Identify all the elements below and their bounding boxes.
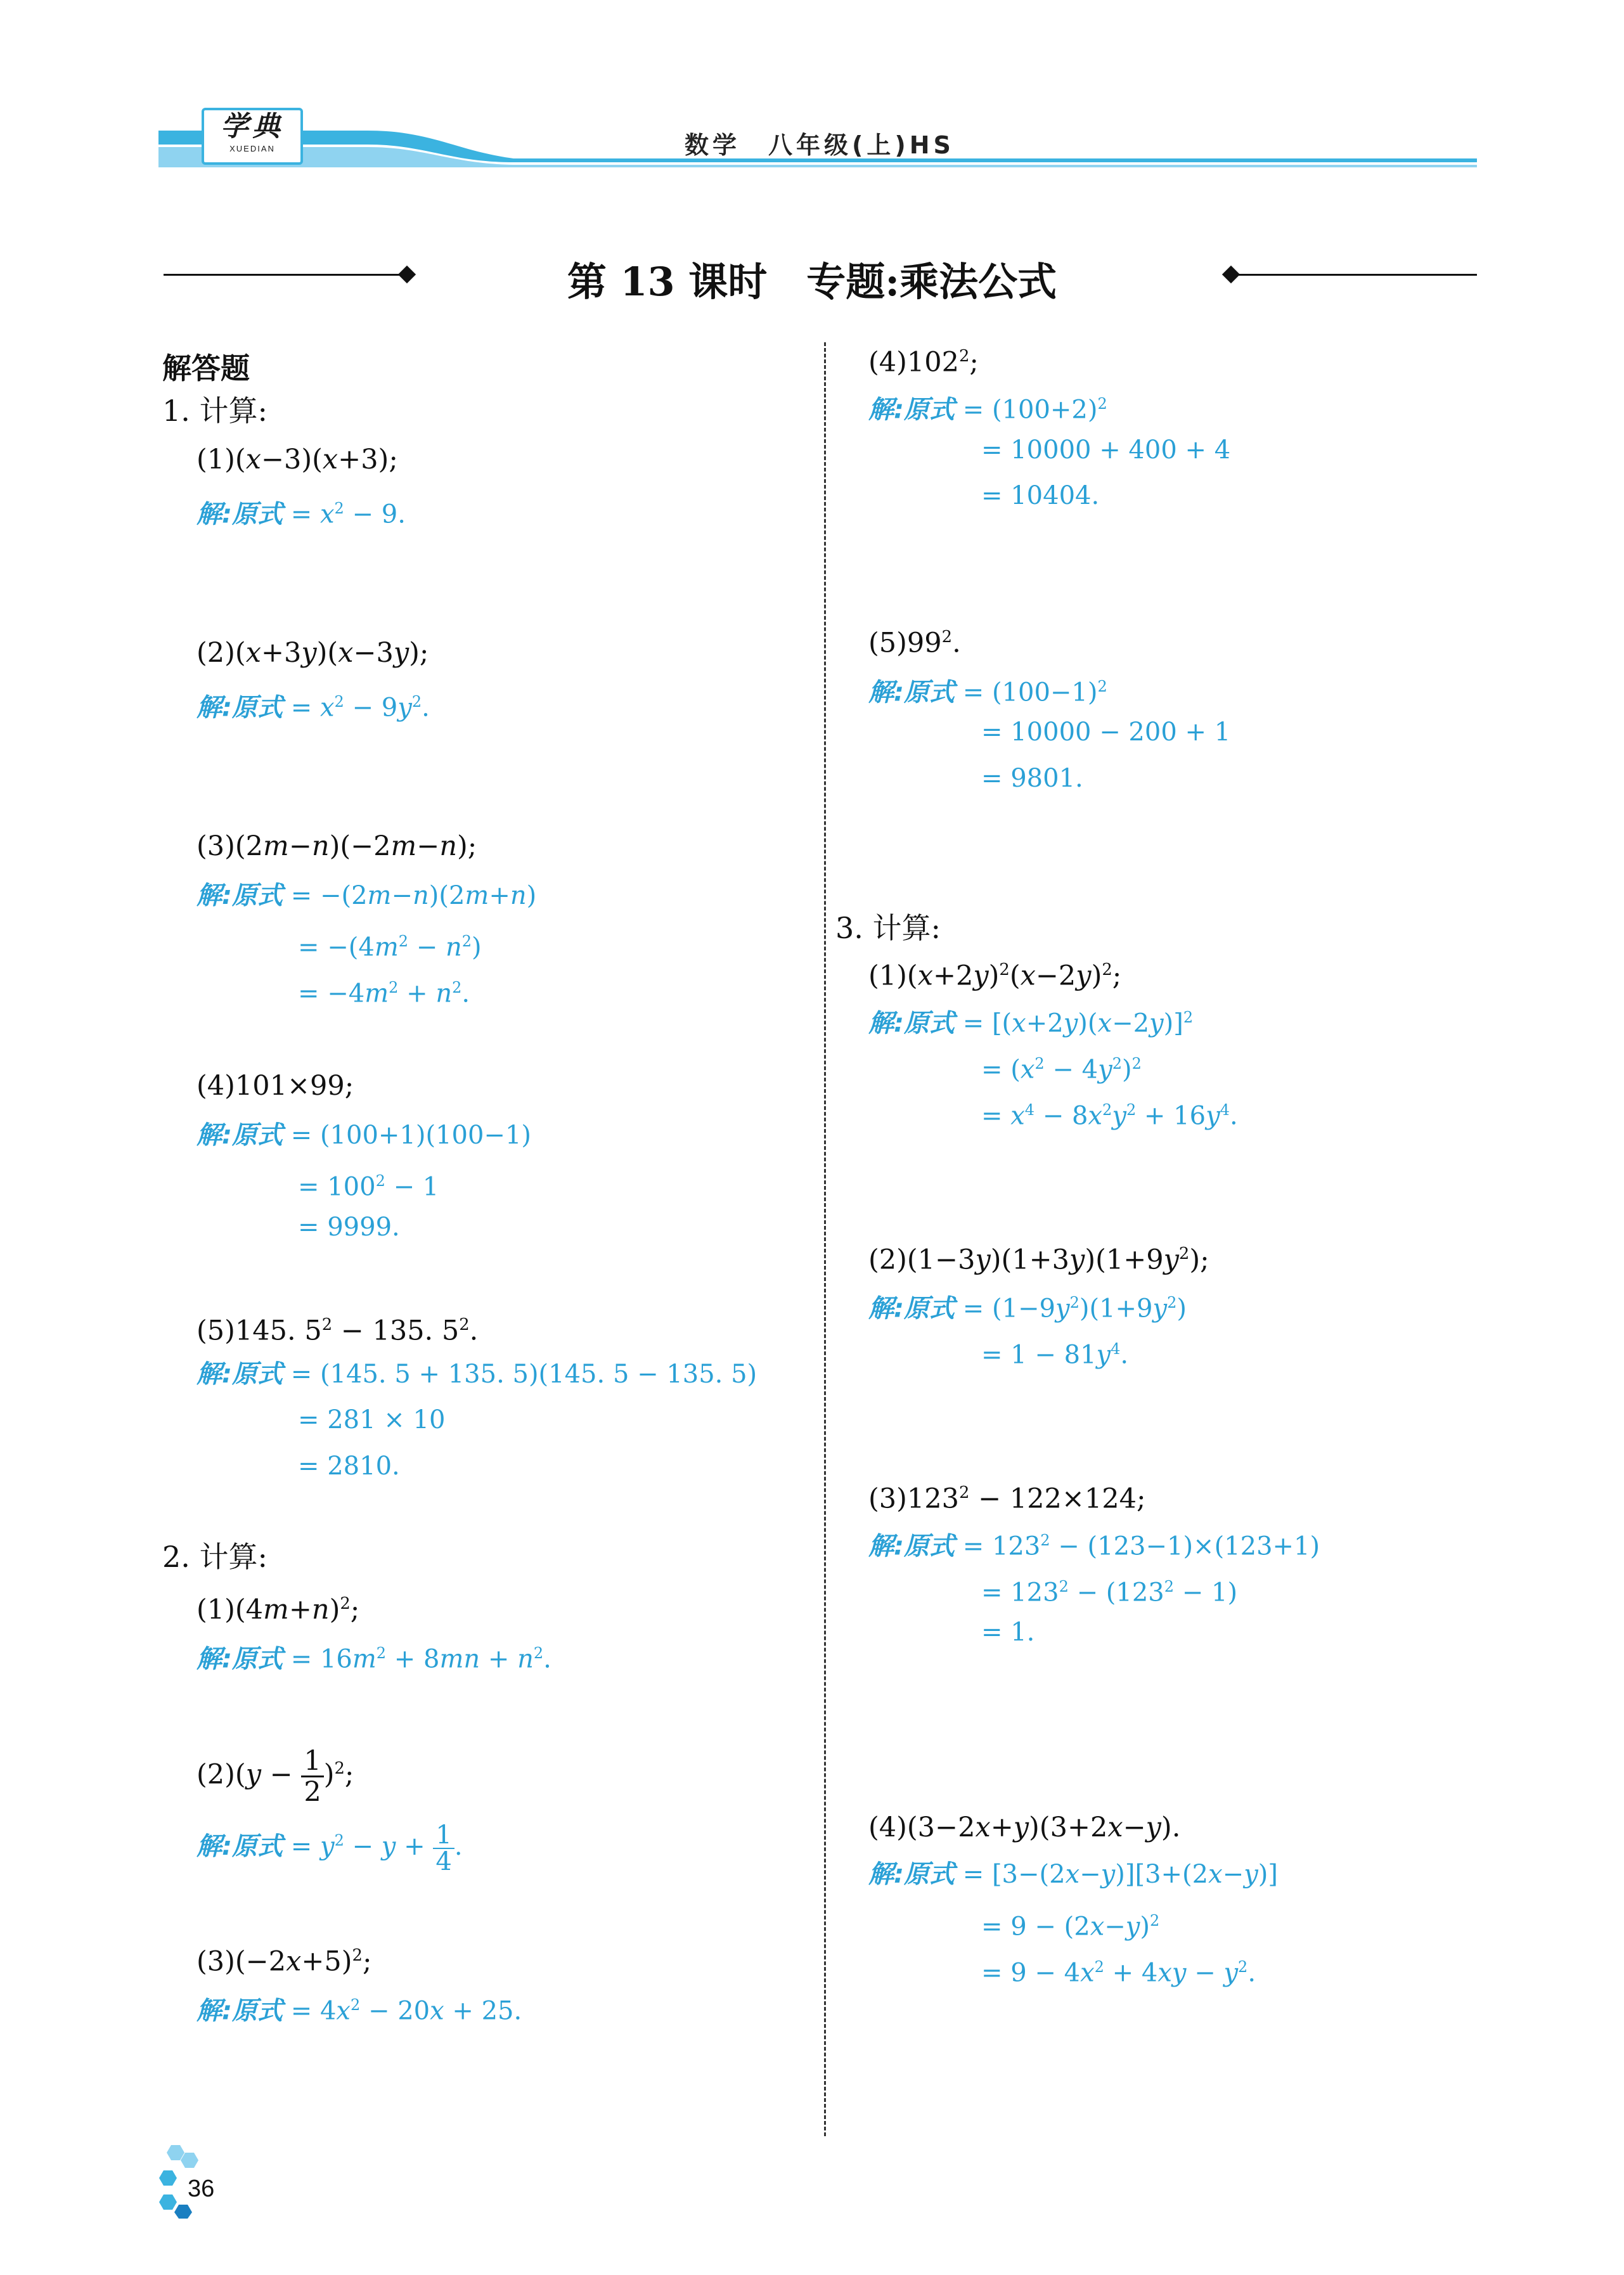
q1-4-step3: = 9999. [298, 1213, 400, 1242]
q3-3-step3: = 1. [981, 1618, 1035, 1647]
q1-1: (1)(x−3)(x+3); [197, 444, 398, 475]
page-title: 第 13 课时 专题:乘法公式 [567, 259, 1057, 305]
section-heading: 解答题 [162, 351, 250, 385]
q2-2: (2)(y − $\frac{1}{2}$ )$^2$; [197, 1745, 354, 1808]
q3-4-step3: = $9 - 4x^2 + 4xy - y^2$. [981, 1958, 1256, 1988]
q2-1-answer: 解:原式 = $16m^2 + 8mn + n^2$. [197, 1644, 551, 1674]
logo [202, 108, 303, 165]
question-1-heading: 1. 计算: [162, 394, 268, 428]
q3-2: $(2)(1-3y)(1+3y)(1+9y^2)$; [868, 1244, 1209, 1276]
question-3-heading: 3. 计算: [835, 911, 941, 945]
q2-4: $(4)102^2$; [868, 346, 979, 378]
q3-1-step3: = $x^4 - 8x^2y^2 + 16y^4$. [981, 1101, 1238, 1131]
logo-english: XUEDIAN [229, 144, 275, 153]
title-rule-right [1230, 274, 1477, 276]
q2-1: $(1)(4m+n)^2$; [197, 1594, 360, 1626]
q1-3-step3: = $-4m^2 + n^2$. [298, 979, 470, 1009]
q1-4-answer: 解:原式 = (100+1)(100−1) [197, 1121, 531, 1150]
q2-4-answer: 解:原式 = $(100+2)^2$ [868, 395, 1107, 425]
q1-1-answer: 解:原式 = $x^2 - 9$. [197, 499, 406, 529]
q1-3-step2: = $-(4m^2 - n^2)$ [298, 932, 482, 962]
q3-4: (4)(3−2x+y)(3+2x−y). [868, 1812, 1181, 1843]
q2-4-step2: = 10000 + 400 + 4 [981, 435, 1231, 465]
q2-2-answer: 解:原式 = $y^2 - y$ + $\frac{1}{4}$ . [197, 1821, 463, 1876]
q3-2-answer: 解:原式 = $(1-9y^2)(1+9y^2)$ [868, 1294, 1187, 1324]
q2-5: $(5)99^2$. [868, 627, 961, 659]
q3-3: $(3)123^2 - 122\times 124$; [868, 1483, 1146, 1515]
q2-3: $(3)(-2x+5)^2$; [197, 1945, 372, 1978]
q1-2-answer: 解:原式 = $x^2 - 9y^2$. [197, 693, 430, 723]
q3-4-answer: 解:原式 = [3−(2x−y)][3+(2x−y)] [868, 1860, 1279, 1889]
q2-3-answer: 解:原式 = $4x^2 - 20x + 25$. [197, 1996, 522, 2026]
page-number: 36 [188, 2175, 215, 2202]
q2-5-step2: = 10000 − 200 + 1 [981, 718, 1231, 747]
q2-4-step3: = 10404. [981, 481, 1100, 510]
q3-1-step2: = $(x^2 - 4y^2)^2$ [981, 1055, 1142, 1085]
q1-5-step2: = 281 × 10 [298, 1405, 446, 1434]
q1-3: (3)(2m−n)(−2m−n); [197, 830, 477, 862]
q1-4: (4)101×99; [197, 1070, 354, 1102]
q3-1-answer: 解:原式 = $[(x+2y)(x-2y)]^2$ [868, 1009, 1194, 1038]
q3-2-step2: = $1 - 81y^4$. [981, 1340, 1129, 1370]
column-divider [824, 342, 826, 2136]
q1-3-answer: 解:原式 = −(2m−n)(2m+n) [197, 881, 537, 910]
q3-3-step2: = $123^2 - (123^2 - 1)$ [981, 1578, 1238, 1608]
question-2-heading: 2. 计算: [162, 1540, 268, 1574]
q1-5-answer: 解:原式 = (145. 5 + 135. 5)(145. 5 − 135. 5) [197, 1360, 757, 1389]
q2-5-step3: = 9801. [981, 764, 1083, 793]
logo-chinese: 学典 [221, 110, 284, 143]
q1-2: (2)(x+3y)(x−3y); [197, 637, 429, 669]
q2-5-answer: 解:原式 = $(100-1)^2$ [868, 678, 1107, 707]
q3-1: $(1)(x+2y)^2(x-2y)^2$; [868, 960, 1122, 992]
header-subject: 数学 八年级(上)HS [685, 131, 955, 159]
q1-4-step2: = $100^2 - 1$ [298, 1172, 439, 1202]
q1-5: (5)145. $5^2 - 135$. $5^2$. [197, 1315, 479, 1347]
q1-5-step3: = 2810. [298, 1452, 400, 1481]
q3-3-answer: 解:原式 = $123^2 - (123-1)\times(123+1)$ [868, 1531, 1320, 1561]
q3-4-step2: = $9 - (2x-y)^2$ [981, 1912, 1160, 1942]
